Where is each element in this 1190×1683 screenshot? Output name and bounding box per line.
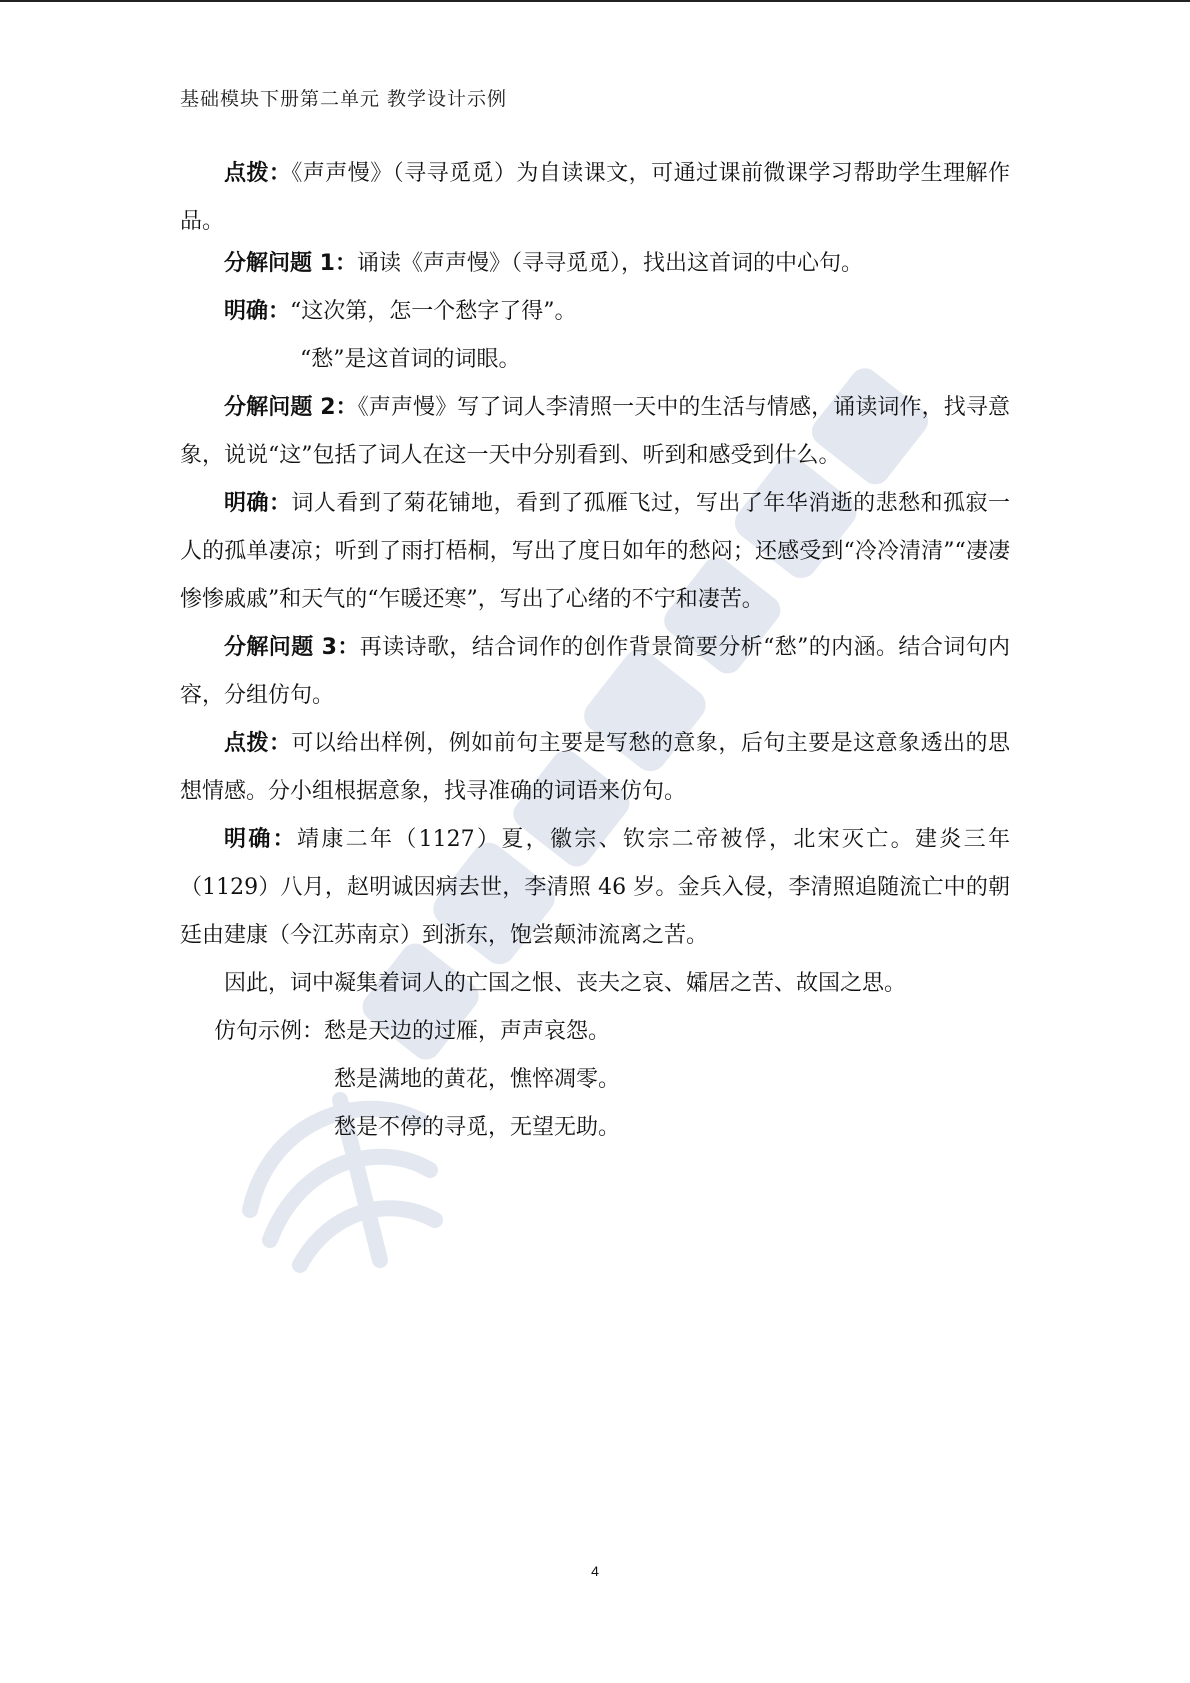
running-header: 基础模块下册第二单元 教学设计示例: [180, 88, 508, 110]
answer-1: [224, 288, 577, 336]
paragraph-hint-1: [180, 150, 1010, 246]
question-text: 再读诗歌，结合词作的创作背景简要分析“愁”的内涵。结合词句内容，分组仿句。: [180, 635, 1010, 708]
question-text: 《声声慢》写了词人李清照一天中的生活与情感，诵读词作，找寻意象，说说“这”包括了词人在这一天中分别看到、听到和感受到什么。: [180, 395, 1010, 468]
question-label: 分解问题 1：: [224, 251, 357, 276]
example-line-1: [214, 1008, 610, 1056]
conclusion-line: [224, 960, 906, 1008]
answer-1-note: [300, 336, 521, 384]
examples-label: 仿句示例：: [214, 1019, 325, 1044]
example-line-3: [334, 1104, 620, 1152]
question-1: [224, 240, 863, 288]
paragraph-hint-3: [180, 720, 1010, 816]
hint-text: 《声声慢》（寻寻觅觅）为自读课文，可通过课前微课学习帮助学生理解作品。: [180, 161, 1010, 234]
example-line-2: [334, 1056, 620, 1104]
answer-3: [180, 816, 1010, 960]
answer-label: 明确：: [224, 491, 292, 516]
hint-label: 点拨：: [224, 161, 292, 186]
answer-text: “这次第，怎一个愁字了得”。: [290, 299, 577, 324]
example-text: 愁是不停的寻觅，无望无助。: [334, 1115, 621, 1140]
answer-text: 词人看到了菊花铺地，看到了孤雁飞过，写出了年华消逝的悲愁和孤寂一人的孤单凄凉；听到了雨打梧桐，写出了度日如年的愁闷；还感受到“冷冷清清”“凄凄惨惨戚戚”和天气的“乍暖还寒”，写出了心绪的不宁和凄苦。: [180, 491, 1010, 612]
page-number: 4: [591, 1563, 599, 1579]
question-label: 分解问题 3：: [224, 635, 360, 660]
example-text: 愁是天边的过雁，声声哀怨。: [324, 1019, 611, 1044]
hint-label: 点拨：: [224, 731, 292, 756]
question-text: 诵读《声声慢》（寻寻觅觅），找出这首词的中心句。: [356, 251, 863, 276]
top-rule: [0, 0, 1190, 2]
example-text: 愁是满地的黄花，憔悴凋零。: [334, 1067, 621, 1092]
question-3: [180, 624, 1010, 720]
conclusion-text: 因此，词中凝集着词人的亡国之恨、丧夫之哀、孀居之苦、故国之思。: [224, 971, 907, 996]
hint-text: 可以给出样例，例如前句主要是写愁的意象，后句主要是这意象透出的思想情感。分小组根据意象，找寻准确的词语来仿句。: [180, 731, 1010, 804]
answer-note-text: “愁”是这首词的词眼。: [300, 347, 521, 372]
question-2: [180, 384, 1010, 480]
answer-text: 靖康二年（1127）夏，徽宗、钦宗二帝被俘，北宋灭亡。建炎三年（1129）八月，赵明诚因病去世，李清照 46 岁。金兵入侵，李清照追随流亡中的朝廷由建康（今江苏南京）到浙东，饱尝颠沛流离之苦。: [180, 827, 1010, 948]
answer-label: 明确：: [224, 827, 297, 852]
answer-2: [180, 480, 1010, 624]
answer-label: 明确：: [224, 299, 291, 324]
question-label: 分解问题 2：: [224, 395, 358, 420]
